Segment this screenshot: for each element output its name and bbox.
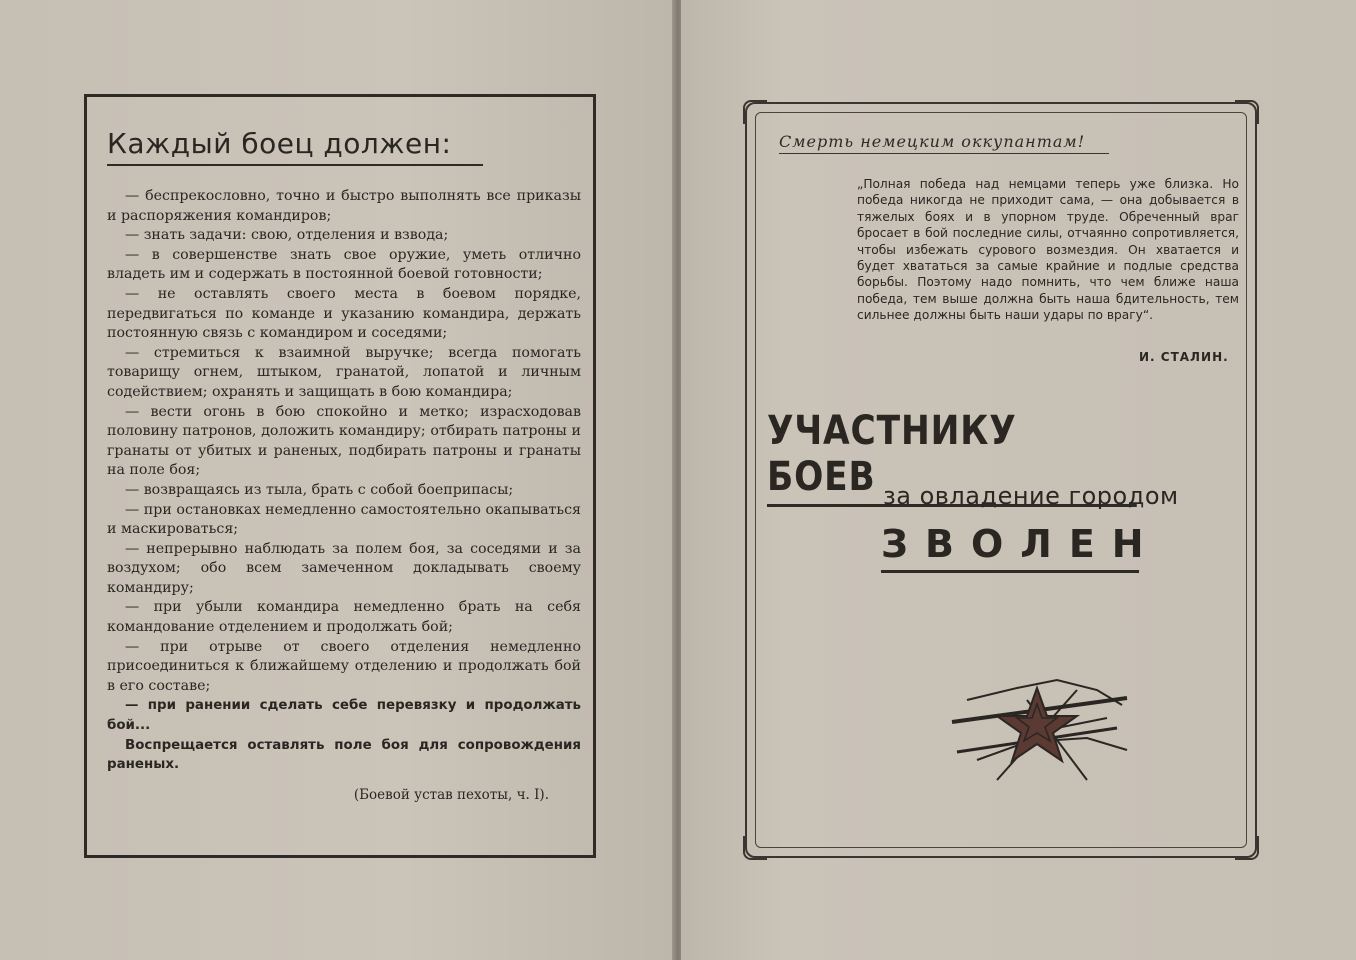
certificate-frame <box>745 102 1257 858</box>
duty-item-bold: — при ранении сделать себе перевязку и продолжать бой... <box>107 698 581 734</box>
duty-item: — при отрыве от своего отделения немедленно присоединиться к ближайшему отделению и продолжать бой в его составе; <box>107 638 581 694</box>
duty-item: — вести огонь в бою спокойно и метко; израсходовав половину патронов, доложить командиру; отбирать патроны и гранаты от убитых и раненых, подбирать патроны и гранаты на поле боя; <box>107 403 581 479</box>
certificate-subtitle: за овладение городом <box>883 482 1179 510</box>
duty-item: — знать задачи: свою, отделения и взвода; <box>125 227 449 244</box>
star-rifles-emblem-icon <box>937 660 1137 790</box>
duties-list <box>107 187 581 775</box>
right-page <box>681 0 1356 960</box>
frame-corner-ornament <box>743 836 767 860</box>
duty-item: — непрерывно наблюдать за полем боя, за соседями и за воздухом; обо всем замеченном докладывать своему командиру; <box>107 540 581 596</box>
stalin-quote: „Полная победа над немцами теперь уже близка. Но победа никогда не приходит сама, — она добывается в тяжелых боях и в упорном труде. Обреченный враг бросает в бой последние силы, отчаянно сопротивляется, чтобы избежать сурового возмездия. Он хватается и будет хвататься за самые крайние и подлые средства борьбы. Поэтому надо помнить, что чем ближе наша победа, тем выше должна быть наша бдительность, тем сильнее должны быть наши удары по врагу“. <box>857 177 1239 323</box>
city-name: ЗВОЛЕН <box>881 522 1139 573</box>
frame-corner-ornament <box>1235 100 1259 124</box>
duties-source: (Боевой устав пехоты, ч. I). <box>353 787 549 803</box>
duty-item: — беспрекословно, точно и быстро выполнять все приказы и распоряжения командиров; <box>107 188 581 224</box>
frame-corner-ornament <box>1235 836 1259 860</box>
duty-item: — при убыли командира немедленно брать на себя командование отделением и продолжать бой; <box>107 599 581 636</box>
frame-corner-ornament <box>743 100 767 124</box>
duties-heading: Каждый боец должен: <box>107 127 483 166</box>
slogan: Смерть немецким оккупантам! <box>779 132 1109 154</box>
duty-item: — возвращаясь из тыла, брать с собой боеприпасы; <box>125 481 514 498</box>
duties-frame <box>84 94 596 858</box>
duty-item: — при остановках немедленно самостоятельно окапываться и маскироваться; <box>107 501 581 538</box>
left-page <box>0 0 675 960</box>
duty-item: — не оставлять своего места в боевом порядке, передвигаться по команде и указанию командира, держать постоянную связь с командиром и соседями; <box>107 285 581 342</box>
duty-item: — в совершенстве знать свое оружие, уметь отлично владеть им и содержать в постоянной боевой готовности; <box>107 246 581 283</box>
certificate-title: УЧАСТНИКУ БОЕВ <box>767 408 1137 507</box>
prohibition-note: Воспрещается оставлять поле боя для сопровождения раненых. <box>107 737 581 773</box>
duty-item: — стремиться к взаимной выручке; всегда помогать товарищу огнем, штыком, гранатой, лопатой и личным содействием; охранять и защищать в бою командира; <box>107 344 581 400</box>
quote-author: И. СТАЛИН. <box>1139 350 1229 364</box>
